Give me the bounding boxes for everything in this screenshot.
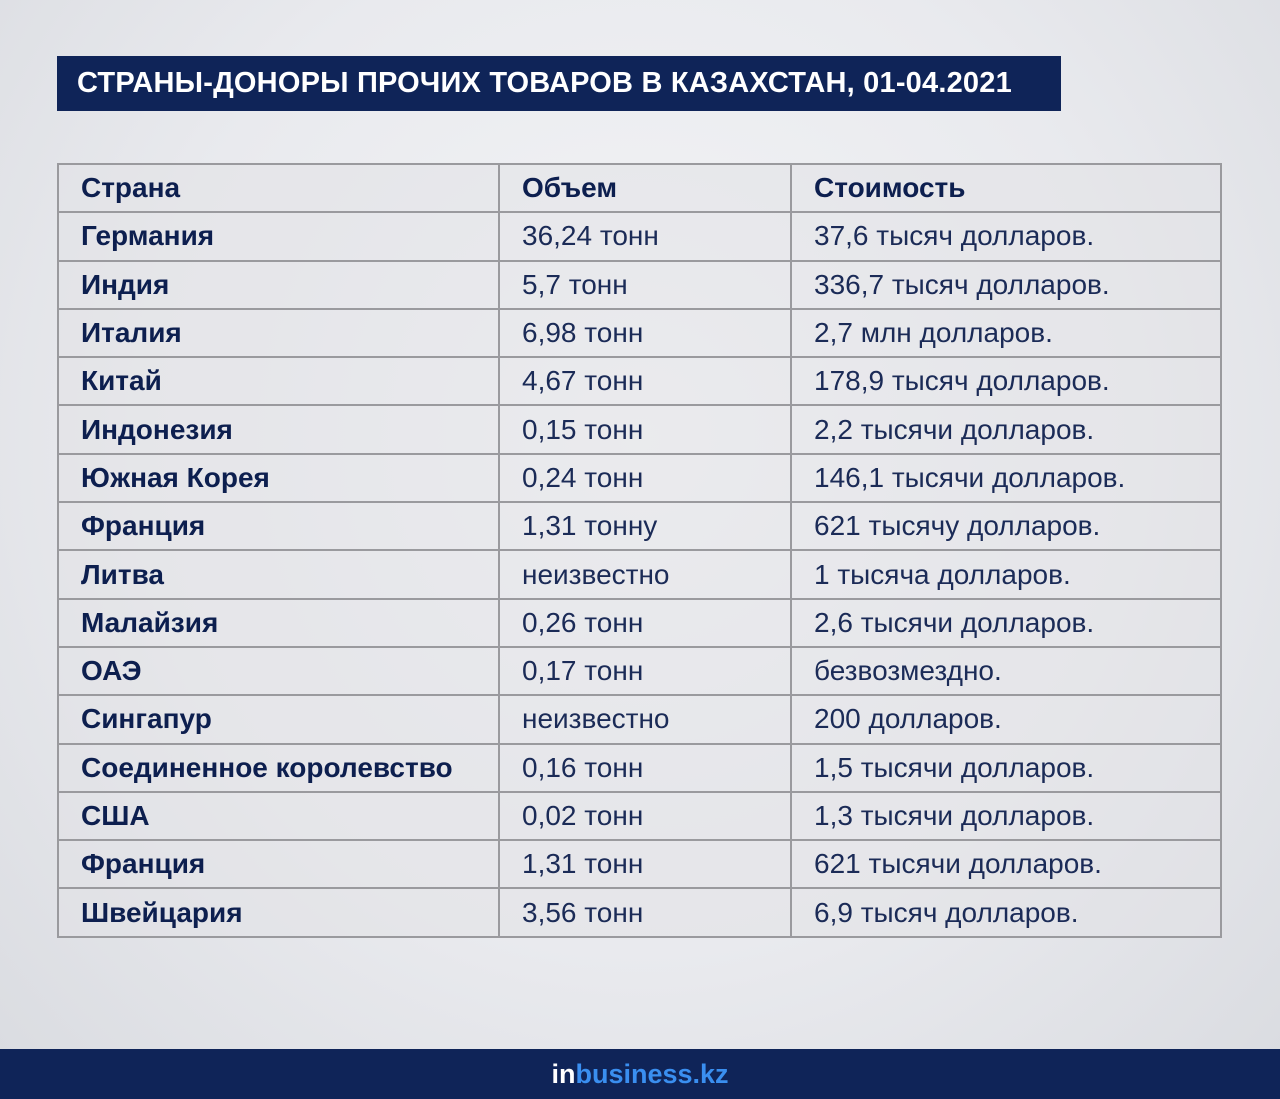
volume-cell: 0,16 тонн	[499, 744, 791, 792]
logo-business-text: business.kz	[575, 1058, 729, 1089]
country-cell: Франция	[58, 502, 499, 550]
table-row	[58, 454, 1221, 502]
table-row	[58, 888, 1221, 936]
table-row	[58, 212, 1221, 260]
country-cell: Индонезия	[58, 405, 499, 453]
cost-cell: 2,6 тысячи долларов.	[791, 599, 1221, 647]
volume-cell: 1,31 тонну	[499, 502, 791, 550]
cost-cell: 37,6 тысяч долларов.	[791, 212, 1221, 260]
header-volume: Объем	[499, 164, 791, 212]
cost-cell: 6,9 тысяч долларов.	[791, 888, 1221, 936]
volume-cell: 36,24 тонн	[499, 212, 791, 260]
table-row	[58, 502, 1221, 550]
country-cell: Италия	[58, 309, 499, 357]
volume-cell: 0,17 тонн	[499, 647, 791, 695]
donor-countries-table	[57, 163, 1222, 938]
volume-cell: 4,67 тонн	[499, 357, 791, 405]
country-cell: Китай	[58, 357, 499, 405]
table-row	[58, 744, 1221, 792]
page-title: СТРАНЫ-ДОНОРЫ ПРОЧИХ ТОВАРОВ В КАЗАХСТАН, 01-04.2021	[57, 56, 1061, 111]
volume-cell: неизвестно	[499, 695, 791, 743]
header-cost: Стоимость	[791, 164, 1221, 212]
cost-cell: 336,7 тысяч долларов.	[791, 261, 1221, 309]
table-header-row	[58, 164, 1221, 212]
header-country: Страна	[58, 164, 499, 212]
cost-cell: безвозмездно.	[791, 647, 1221, 695]
cost-cell: 2,7 млн долларов.	[791, 309, 1221, 357]
volume-cell: 0,15 тонн	[499, 405, 791, 453]
country-cell: Германия	[58, 212, 499, 260]
table-row	[58, 792, 1221, 840]
cost-cell: 1,5 тысячи долларов.	[791, 744, 1221, 792]
cost-cell: 178,9 тысяч долларов.	[791, 357, 1221, 405]
country-cell: Литва	[58, 550, 499, 598]
cost-cell: 2,2 тысячи долларов.	[791, 405, 1221, 453]
country-cell: Сингапур	[58, 695, 499, 743]
country-cell: Швейцария	[58, 888, 499, 936]
volume-cell: 3,56 тонн	[499, 888, 791, 936]
volume-cell: 0,24 тонн	[499, 454, 791, 502]
cost-cell: 1,3 тысячи долларов.	[791, 792, 1221, 840]
footer-bar	[0, 1049, 1280, 1099]
table-row	[58, 309, 1221, 357]
table-row	[58, 357, 1221, 405]
country-cell: Малайзия	[58, 599, 499, 647]
table-row	[58, 647, 1221, 695]
logo-in-text: in	[551, 1058, 576, 1089]
volume-cell: 0,02 тонн	[499, 792, 791, 840]
table-row	[58, 261, 1221, 309]
cost-cell: 146,1 тысячи долларов.	[791, 454, 1221, 502]
table-row	[58, 550, 1221, 598]
country-cell: Франция	[58, 840, 499, 888]
table-row	[58, 840, 1221, 888]
donor-countries-table-container	[57, 163, 1220, 938]
cost-cell: 621 тысячи долларов.	[791, 840, 1221, 888]
table-row	[58, 599, 1221, 647]
country-cell: Индия	[58, 261, 499, 309]
cost-cell: 621 тысячу долларов.	[791, 502, 1221, 550]
volume-cell: 6,98 тонн	[499, 309, 791, 357]
table-row	[58, 405, 1221, 453]
volume-cell: 1,31 тонн	[499, 840, 791, 888]
volume-cell: неизвестно	[499, 550, 791, 598]
country-cell: Соединенное королевство	[58, 744, 499, 792]
table-row	[58, 695, 1221, 743]
cost-cell: 1 тысяча долларов.	[791, 550, 1221, 598]
volume-cell: 0,26 тонн	[499, 599, 791, 647]
country-cell: Южная Корея	[58, 454, 499, 502]
volume-cell: 5,7 тонн	[499, 261, 791, 309]
country-cell: США	[58, 792, 499, 840]
cost-cell: 200 долларов.	[791, 695, 1221, 743]
country-cell: ОАЭ	[58, 647, 499, 695]
inbusiness-logo	[551, 1059, 728, 1090]
